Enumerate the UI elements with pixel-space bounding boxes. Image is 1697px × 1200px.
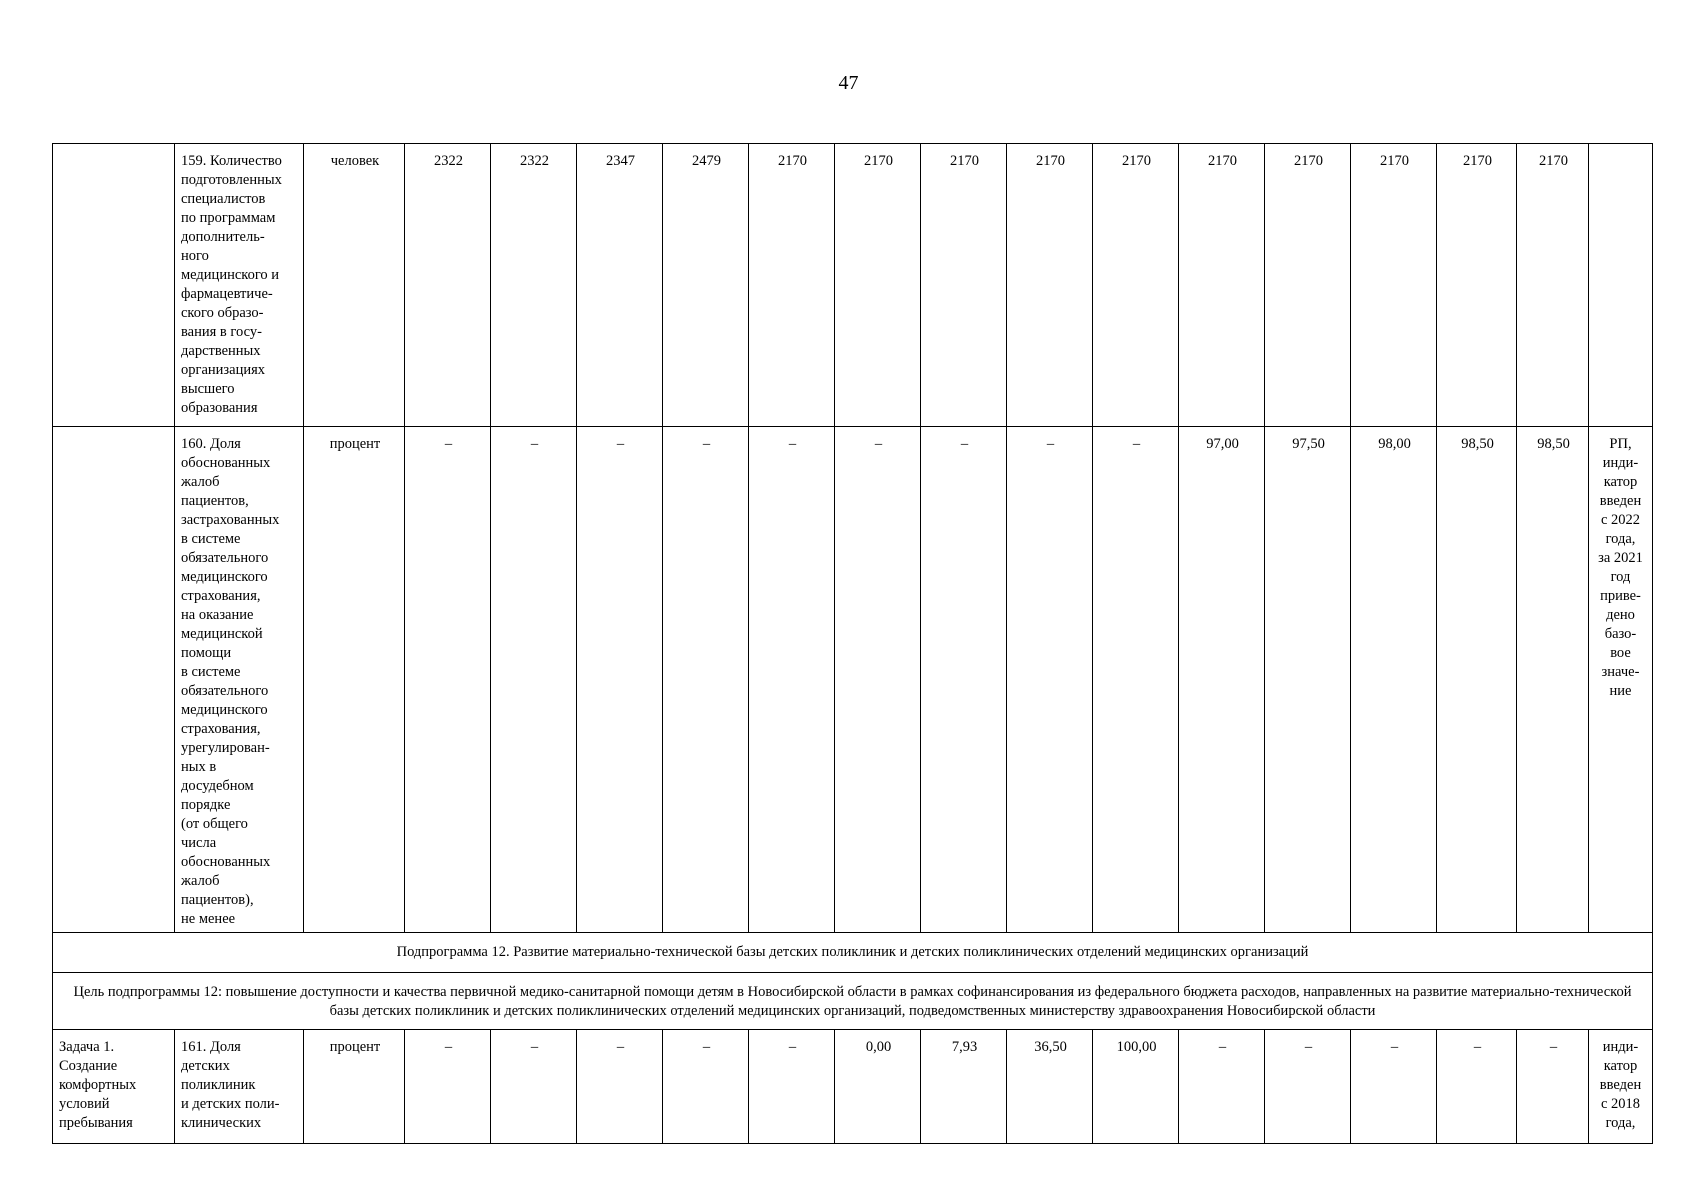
value-cell: 2170 [835, 144, 921, 427]
table-row [53, 427, 1653, 933]
value-cell: 2170 [749, 144, 835, 427]
indicators-table [52, 143, 1653, 1144]
value-cell: 98,00 [1351, 427, 1437, 933]
unit-cell: процент [304, 427, 405, 933]
value-cell: 0,00 [835, 1030, 921, 1144]
value-cell: 97,00 [1179, 427, 1265, 933]
value-cell: – [577, 427, 663, 933]
value-cell: 2347 [577, 144, 663, 427]
task-cell [53, 427, 175, 933]
value-cell: 2170 [1351, 144, 1437, 427]
value-cell: – [491, 427, 577, 933]
value-cell: 2170 [1179, 144, 1265, 427]
value-cell: – [1351, 1030, 1437, 1144]
value-cell: 7,93 [921, 1030, 1007, 1144]
task-cell: Задача 1. Создание комфортных условий пребывания [53, 1030, 175, 1144]
value-cell: 2479 [663, 144, 749, 427]
value-cell: 2170 [1437, 144, 1517, 427]
value-cell: 100,00 [1093, 1030, 1179, 1144]
value-cell: 2170 [1517, 144, 1589, 427]
goal-row [53, 973, 1653, 1030]
indicator-cell: 161. Доля детских поликлиник и детских поли- клинических [175, 1030, 304, 1144]
value-cell: 98,50 [1437, 427, 1517, 933]
value-cell: – [1517, 1030, 1589, 1144]
value-cell: 2322 [405, 144, 491, 427]
value-cell: – [921, 427, 1007, 933]
table-row [53, 144, 1653, 427]
indicator-cell: 159. Количество подготовленных специалистов по программам дополнитель- ного медицинского и фармацевтиче- ского образо- вания в госу- дарственных организациях высшего образования [175, 144, 304, 427]
value-cell: – [749, 1030, 835, 1144]
value-cell: 2170 [921, 144, 1007, 427]
value-cell: 2322 [491, 144, 577, 427]
subprogram-row [53, 933, 1653, 973]
value-cell: – [663, 1030, 749, 1144]
value-cell: – [835, 427, 921, 933]
task-cell [53, 144, 175, 427]
table-row [53, 1030, 1653, 1144]
indicator-cell: 160. Доля обоснованных жалоб пациентов, застрахованных в системе обязательного медицинского страхования, на оказание медицинской помощи в системе обязательного медицинского страхования, урегулирован- ных в досудебном порядке (от общего числа обоснованных жалоб пациентов), не менее [175, 427, 304, 933]
value-cell: – [1265, 1030, 1351, 1144]
value-cell: – [405, 1030, 491, 1144]
value-cell: – [663, 427, 749, 933]
unit-cell: процент [304, 1030, 405, 1144]
subprogram-goal: Цель подпрограммы 12: повышение доступности и качества первичной медико-санитарной помощи детям в Новосибирской области в рамках софинансирования из федерального бюджета расходов, направленных на развитие материально-технической базы детских поликлиник и детских поликлинических отделений медицинских организаций, подведомственных министерству здравоохранения Новосибирской области [53, 973, 1653, 1030]
value-cell: – [1093, 427, 1179, 933]
value-cell: – [577, 1030, 663, 1144]
value-cell: – [1437, 1030, 1517, 1144]
value-cell: – [749, 427, 835, 933]
value-cell: – [1179, 1030, 1265, 1144]
note-cell [1589, 144, 1653, 427]
unit-cell: человек [304, 144, 405, 427]
value-cell: – [491, 1030, 577, 1144]
value-cell: 2170 [1007, 144, 1093, 427]
page-number: 47 [838, 72, 859, 94]
value-cell: 98,50 [1517, 427, 1589, 933]
subprogram-title: Подпрограмма 12. Развитие материально-технической базы детских поликлиник и детских поликлинических отделений медицинских организаций [53, 933, 1653, 973]
value-cell: – [1007, 427, 1093, 933]
value-cell: 2170 [1093, 144, 1179, 427]
note-cell: инди- катор введен с 2018 года, [1589, 1030, 1653, 1144]
value-cell: 97,50 [1265, 427, 1351, 933]
value-cell: 2170 [1265, 144, 1351, 427]
value-cell: – [405, 427, 491, 933]
note-cell: РП, инди- катор введен с 2022 года, за 2021 год приве- дено базо- вое значе- ние [1589, 427, 1653, 933]
value-cell: 36,50 [1007, 1030, 1093, 1144]
